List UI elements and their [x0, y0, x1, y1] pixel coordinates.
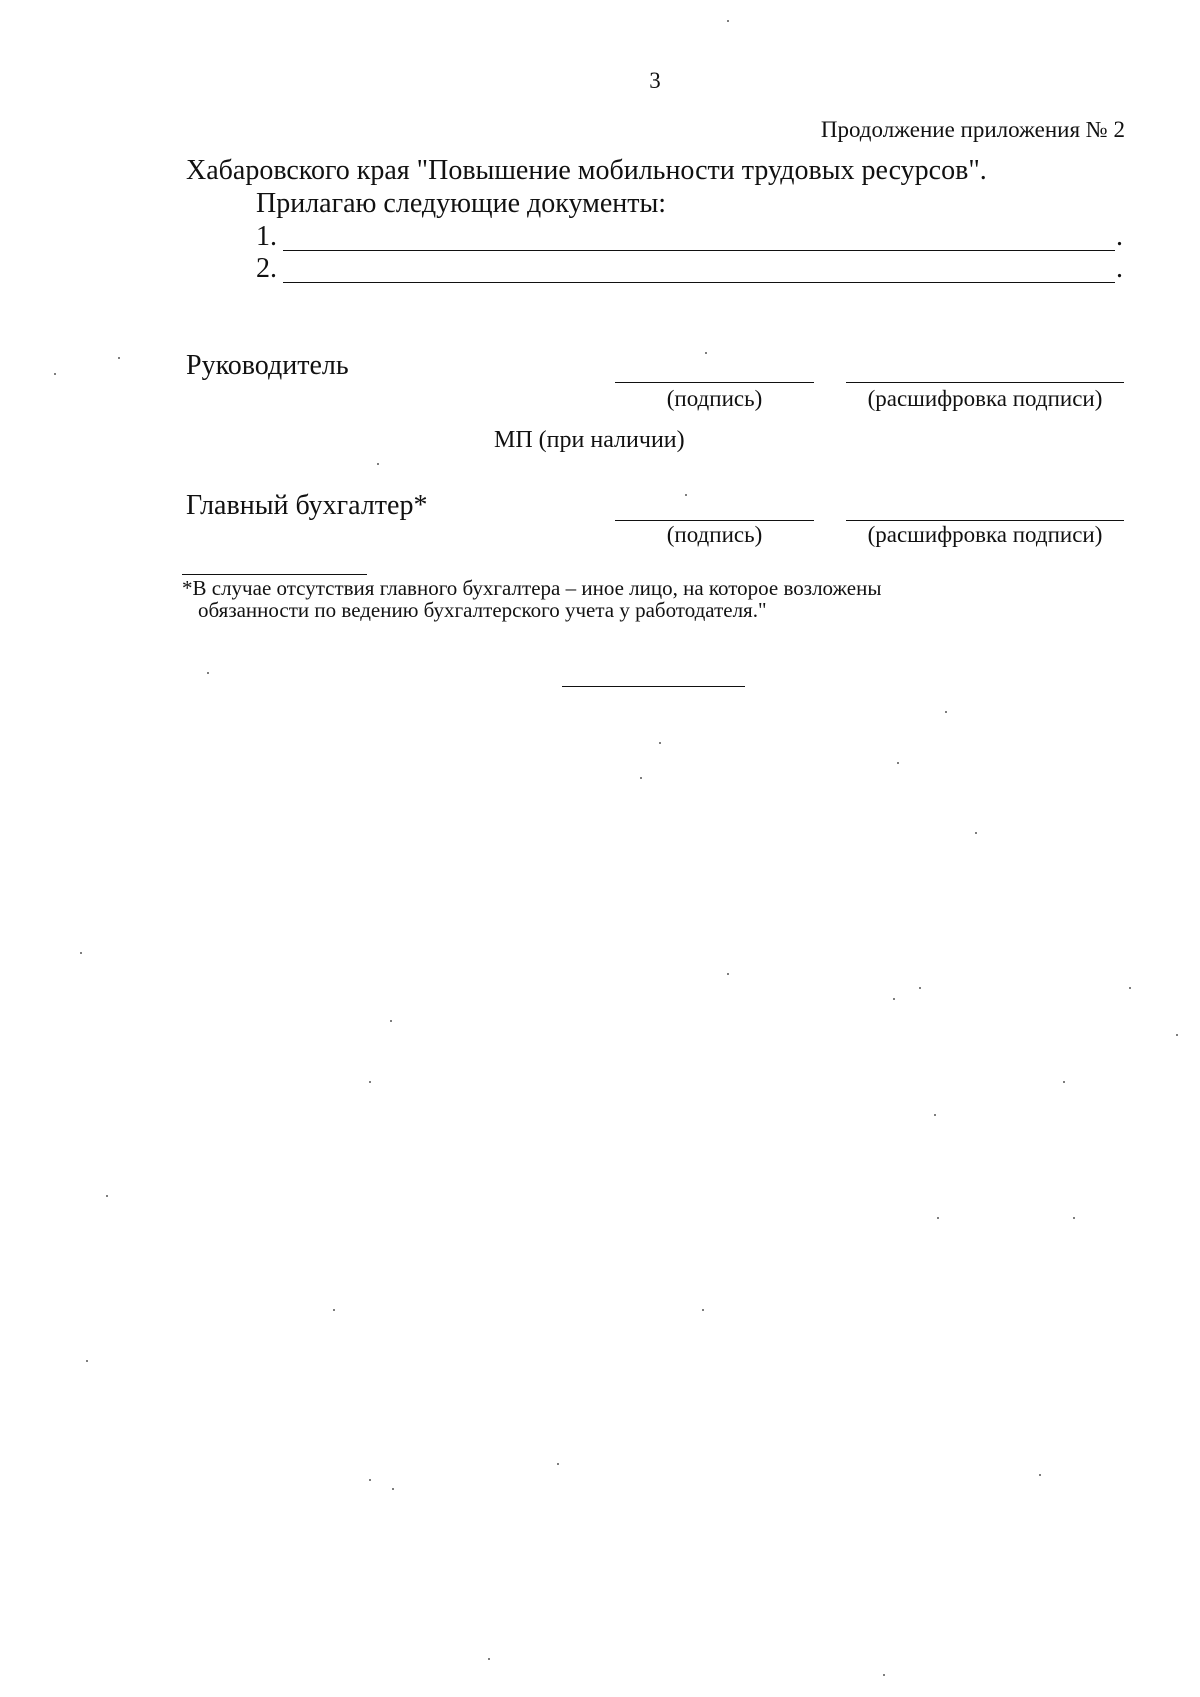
head-label: Руководитель [186, 350, 349, 381]
scan-speck [727, 20, 729, 22]
scan-speck [369, 1479, 371, 1481]
head-signature-caption: (подпись) [666, 386, 763, 411]
scan-speck [54, 373, 56, 375]
scan-speck [80, 952, 82, 954]
chief-accountant-label: Главный бухгалтер* [186, 490, 428, 521]
chief-accountant-signature-caption: (подпись) [666, 522, 763, 547]
scan-speck [640, 777, 642, 779]
scan-speck [897, 762, 899, 764]
scan-speck [919, 987, 921, 989]
item-1-blank-line [283, 250, 1115, 251]
stamp-label: МП (при наличии) [494, 427, 685, 453]
item-2-end-mark: . [1116, 253, 1123, 284]
scan-speck [488, 1658, 490, 1660]
head-signature-line [615, 382, 814, 383]
footnote-line-1: *В случае отсутствия главного бухгалтера – иное лицо, на которое возложены [182, 576, 882, 600]
chief-accountant-signature-line [615, 520, 814, 521]
scan-speck [1039, 1474, 1041, 1476]
page-number: 3 [649, 68, 661, 93]
scan-speck [106, 1195, 108, 1197]
scan-speck [369, 1081, 371, 1083]
chief-accountant-decryption-caption: (расшифровка подписи) [867, 522, 1103, 547]
scan-speck [118, 357, 120, 359]
scan-speck [1073, 1217, 1075, 1219]
scan-speck [659, 742, 661, 744]
scan-speck [1129, 987, 1131, 989]
head-decryption-line [846, 382, 1124, 383]
scan-speck [86, 1360, 88, 1362]
footnote-line-2: обязанности по ведению бухгалтерского учета у работодателя." [198, 598, 767, 622]
footnote-separator [182, 574, 367, 575]
scan-speck [727, 973, 729, 975]
scan-speck [685, 494, 687, 496]
scan-speck [390, 1020, 392, 1022]
continuation-label: Продолжение приложения № 2 [820, 117, 1125, 142]
scan-speck [1063, 1081, 1065, 1083]
scan-speck [377, 463, 379, 465]
scan-speck [975, 832, 977, 834]
scan-speck [883, 1674, 885, 1676]
scan-speck [893, 998, 895, 1000]
scan-speck [333, 1309, 335, 1311]
scan-speck [934, 1114, 936, 1116]
item-2-blank-line [283, 282, 1115, 283]
scan-speck [705, 352, 707, 354]
attached-documents-heading: Прилагаю следующие документы: [256, 188, 667, 219]
scan-speck [1176, 1034, 1178, 1036]
end-of-document-rule [562, 686, 745, 687]
scan-speck [392, 1488, 394, 1490]
scan-speck [557, 1463, 559, 1465]
head-decryption-caption: (расшифровка подписи) [867, 386, 1103, 411]
scan-speck [207, 672, 209, 674]
item-number-1: 1. [256, 221, 277, 252]
scan-speck [702, 1309, 704, 1311]
chief-accountant-decryption-line [846, 520, 1124, 521]
scan-speck [937, 1217, 939, 1219]
scan-speck [945, 711, 947, 713]
item-1-end-mark: . [1116, 221, 1123, 252]
body-text-line-1: Хабаровского края "Повышение мобильности трудовых ресурсов". [186, 155, 987, 186]
item-number-2: 2. [256, 253, 277, 284]
